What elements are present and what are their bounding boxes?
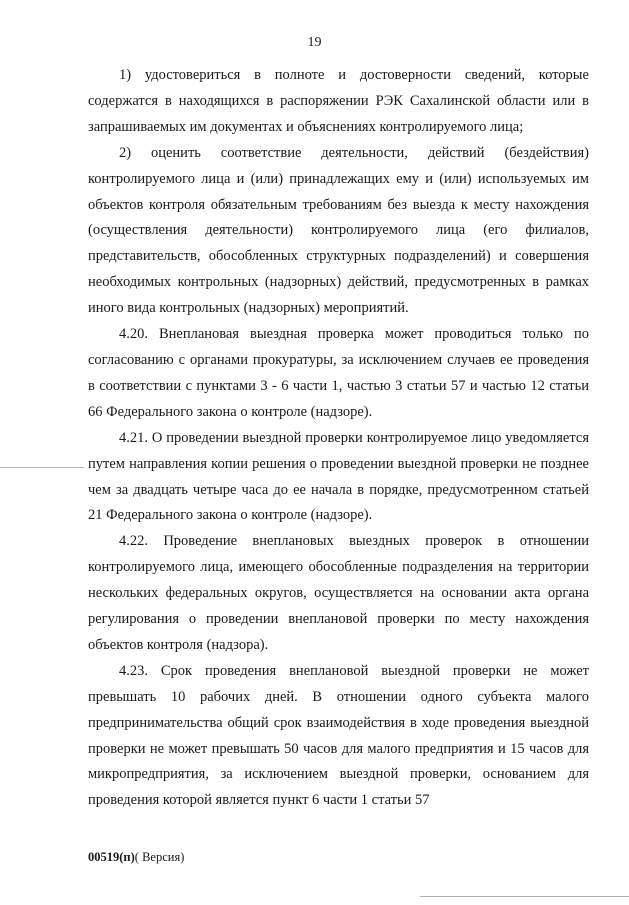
- footer: [88, 850, 184, 865]
- paragraph-4-22: 4.22. Проведение внеплановых выездных проверок в отношении контролируемого лица, имеющего обособленные подразделения на территории нескольких федеральных округов, осуществляется на основании акта органа регулирования о проведении внеплановой проверки по месту нахождения объектов контроля (надзора).: [88, 533, 589, 653]
- page-number: 19: [307, 35, 322, 50]
- document-body: [88, 63, 589, 814]
- paragraph-clause-1: 1) удостовериться в полноте и достоверности сведений, которые содержатся в находящихся в распоряжении РЭК Сахалинской области или в запрашиваемых им документах и объяснениях контролируемого лица;: [88, 67, 589, 135]
- paragraph-clause-2: 2) оценить соответствие деятельности, действий (бездействия) контролируемого лица и (или) принадлежащих ему и (или) используемых им объектов контроля обязательным требованиям без выезда к месту нахождения (осуществления деятельности) контролируемого лица (его филиалов, представительств, обособленных структурных подразделений) и совершения необходимых контрольных (надзорных) действий, предусмотренных в рамках иного вида контрольных (надзорных) мероприятий.: [88, 144, 589, 317]
- scan-artifact-line-bottom: [420, 896, 629, 897]
- scan-artifact-line: [0, 467, 84, 468]
- paragraph-4-21: 4.21. О проведении выездной проверки контролируемое лицо уведомляется путем направления копии решения о проведении выездной проверки не позднее чем за двадцать четыре часа до ее начала в порядке, предусмотренном статьей 21 Федерального закона о контроле (надзоре).: [88, 429, 589, 524]
- footer-version: ( Версия): [134, 850, 185, 864]
- paragraph-4-20: 4.20. Внеплановая выездная проверка может проводиться только по согласованию с органами прокуратуры, за исключением случаев ее проведения в соответствии с пунктами 3 - 6 части 1, частью 3 статьи 57 и частью 12 статьи 66 Федерального закона о контроле (надзоре).: [88, 326, 589, 420]
- paragraph-4-23: 4.23. Срок проведения внеплановой выездной проверки не может превышать 10 рабочих дней. В отношении одного субъекта малого предпринимательства общий срок взаимодействия в ходе проведения выездной проверки не может превышать 50 часов для малого предприятия и 15 часов для микропредприятия, за исключением выездной проверки, основанием для проведения которой является пункт 6 части 1 статьи 57: [88, 662, 589, 809]
- footer-document-code: 00519(п): [88, 850, 135, 864]
